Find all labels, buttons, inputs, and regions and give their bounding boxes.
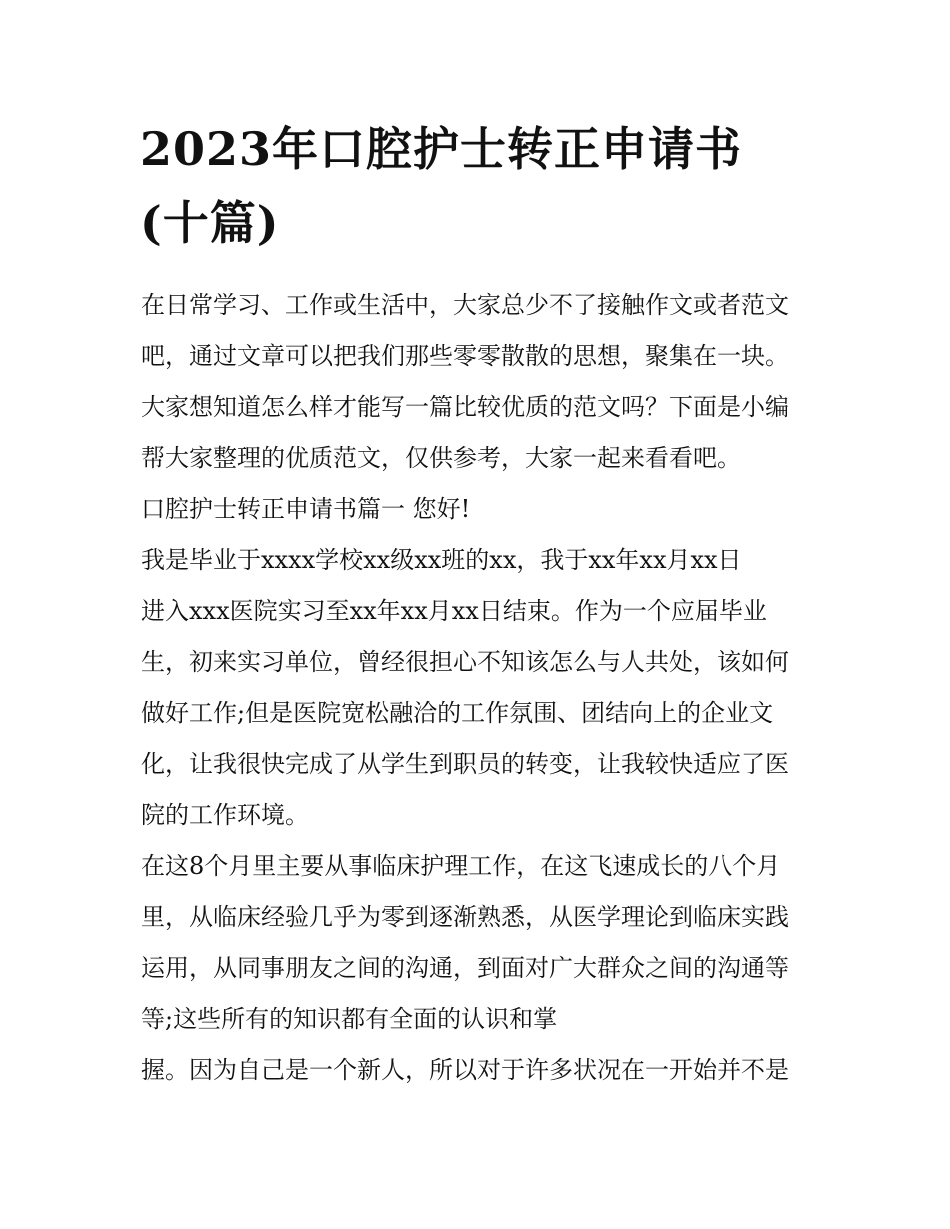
paragraph-line: 进入xxx医院实习至xx年xx月xx日结束。作为一个应届毕业 [141,597,767,625]
title-line-2: (十篇) [140,196,280,250]
paragraph-line: 等;这些所有的知识都有全面的认识和掌 [141,1005,558,1033]
intro-line: 帮大家整理的优质范文，仅供参考，大家一起来看看吧。 [141,444,741,472]
paragraph-line: 里，从临床经验几乎为零到逐渐熟悉，从医学理论到临床实践 [141,903,789,931]
intro-line: 吧，通过文章可以把我们那些零零散散的思想，聚集在一块。 [141,342,789,370]
paragraph-line: 院的工作环境。 [141,801,309,829]
section-heading: 口腔护士转正申请书篇一 您好! [141,495,471,523]
document-body [141,280,821,1096]
paragraph-line: 生，初来实习单位，曾经很担心不知该怎么与人共处，该如何 [141,648,789,676]
document-title [140,112,820,260]
intro-line: 大家想知道怎么样才能写一篇比较优质的范文吗？下面是小编 [141,393,789,421]
paragraph-line: 我是毕业于xxxx学校xx级xx班的xx，我于xx年xx月xx日 [141,546,742,574]
paragraph-line: 化，让我很快完成了从学生到职员的转变，让我较快适应了医 [141,750,789,778]
title-line-1: 2023年口腔护士转正申请书 [140,122,743,176]
paragraph-line: 在这8个月里主要从事临床护理工作，在这飞速成长的八个月 [141,852,781,880]
paragraph-line: 握。因为自己是一个新人，所以对于许多状况在一开始并不是 [141,1056,789,1084]
paragraph-line: 做好工作;但是医院宽松融洽的工作氛围、团结向上的企业文 [141,699,774,727]
intro-line: 在日常学习、工作或生活中，大家总少不了接触作文或者范文 [141,291,789,319]
paragraph-line: 运用，从同事朋友之间的沟通，到面对广大群众之间的沟通等 [141,954,789,982]
